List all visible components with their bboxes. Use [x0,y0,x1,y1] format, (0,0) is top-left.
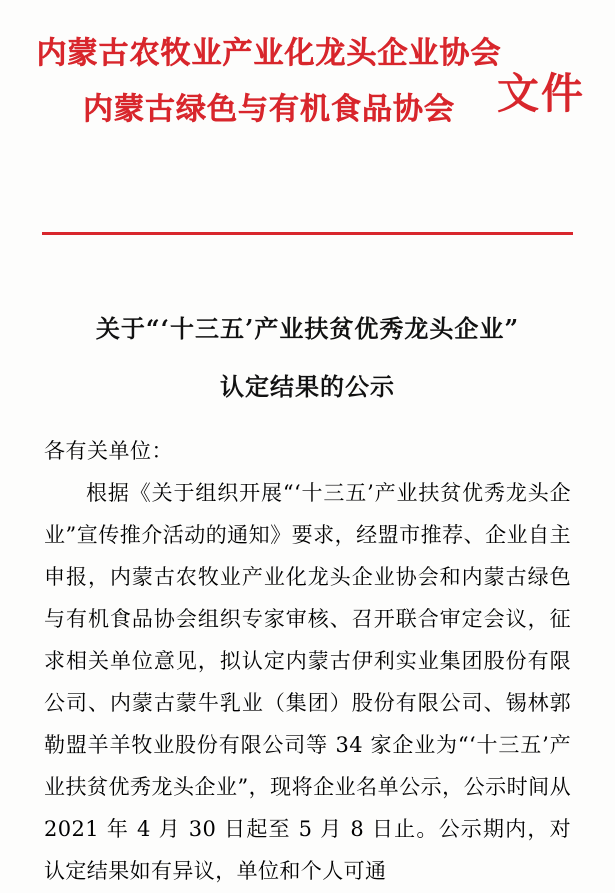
masthead [0,0,615,190]
document-type-label: 文件 [496,69,585,118]
issuing-organization-line-2: 内蒙古绿色与有机食品协会 [83,92,455,127]
document-title-line-2: 认定结果的公示 [220,372,395,401]
issuing-organizations [34,26,504,138]
masthead-divider [42,232,573,235]
document-title-line-1: 关于“‘十三五’产业扶贫优秀龙头企业” [95,314,520,343]
title-block [0,300,615,416]
issuing-organization-line-1: 内蒙古农牧业产业化龙头企业协会 [36,36,502,71]
salutation: 各有关单位： [44,439,173,463]
body-paragraph-1: 根据《关于组织开展“‘十三五’产业扶贫优秀龙头企业”宣传推介活动的通知》要求，经盟市推荐、企业自主申报，内蒙古农牧业产业化龙头企业协会和内蒙古绿色与有机食品协会组织专家审核、召开联合审定会议，征求相关单位意见，拟认定内蒙古伊利实业集团股份有限公司、内蒙古蒙牛乳业（集团）股份有限公司、锡林郭勒盟羊羊牧业股份有限公司等 34 家企业为“‘十三五’产业扶贫优秀龙头企业”，现将企业名单公示，公示时间从 2021 年 4 月 30 日起至 5 月 8 日止。公示期内，对认定结果如有异议，单位和个人可通 [44,481,571,883]
document-body [0,416,615,892]
